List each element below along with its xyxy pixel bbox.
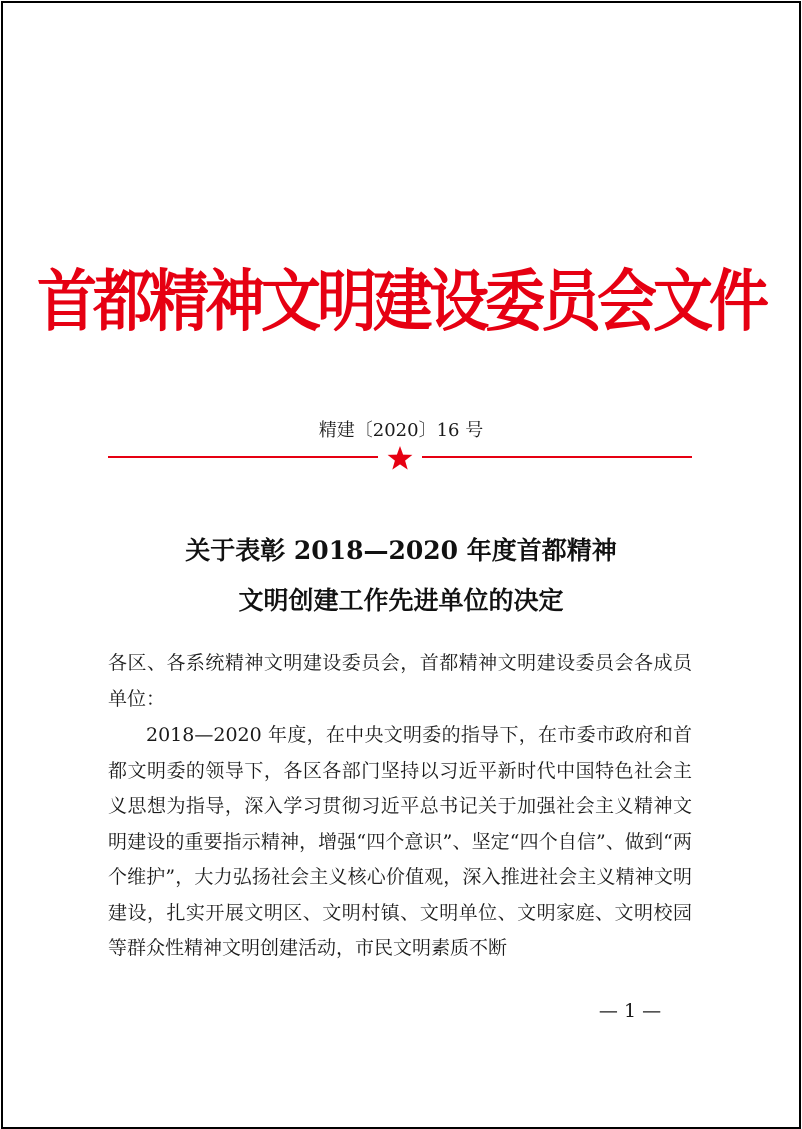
document-number: 精建〔2020〕16 号 [318,420,484,441]
salutation: 各区、各系统精神文明建设委员会，首都精神文明建设委员会各成员单位： [108,652,692,710]
separator-line-left [108,456,378,458]
separator-line-right [422,456,692,458]
page-number: — 1 — [598,1000,662,1022]
document-title-line-1: 关于表彰 2018—2020 年度首都精神 [185,536,617,565]
document-header-title: 首都精神文明建设委员会文件 [37,262,765,342]
star-icon [387,446,413,470]
body-paragraph: 2018—2020 年度，在中央文明委的指导下，在市委市政府和首都文明委的领导下，各区各部门坚持以习近平新时代中国特色社会主义思想为指导，深入学习贯彻习近平总书记关于加强社会主义精神文明建设的重要指示精神，增强“四个意识”、坚定“四个自信”、做到“两个维护”，大力弘扬社会主义核心价值观，深入推进社会主义精神文明建设，扎实开展文明区、文明村镇、文明单位、文明家庭、文明校园等群众性精神文明创建活动，市民文明素质不断 [108,724,692,959]
document-title-line-2: 文明创建工作先进单位的决定 [238,586,564,615]
